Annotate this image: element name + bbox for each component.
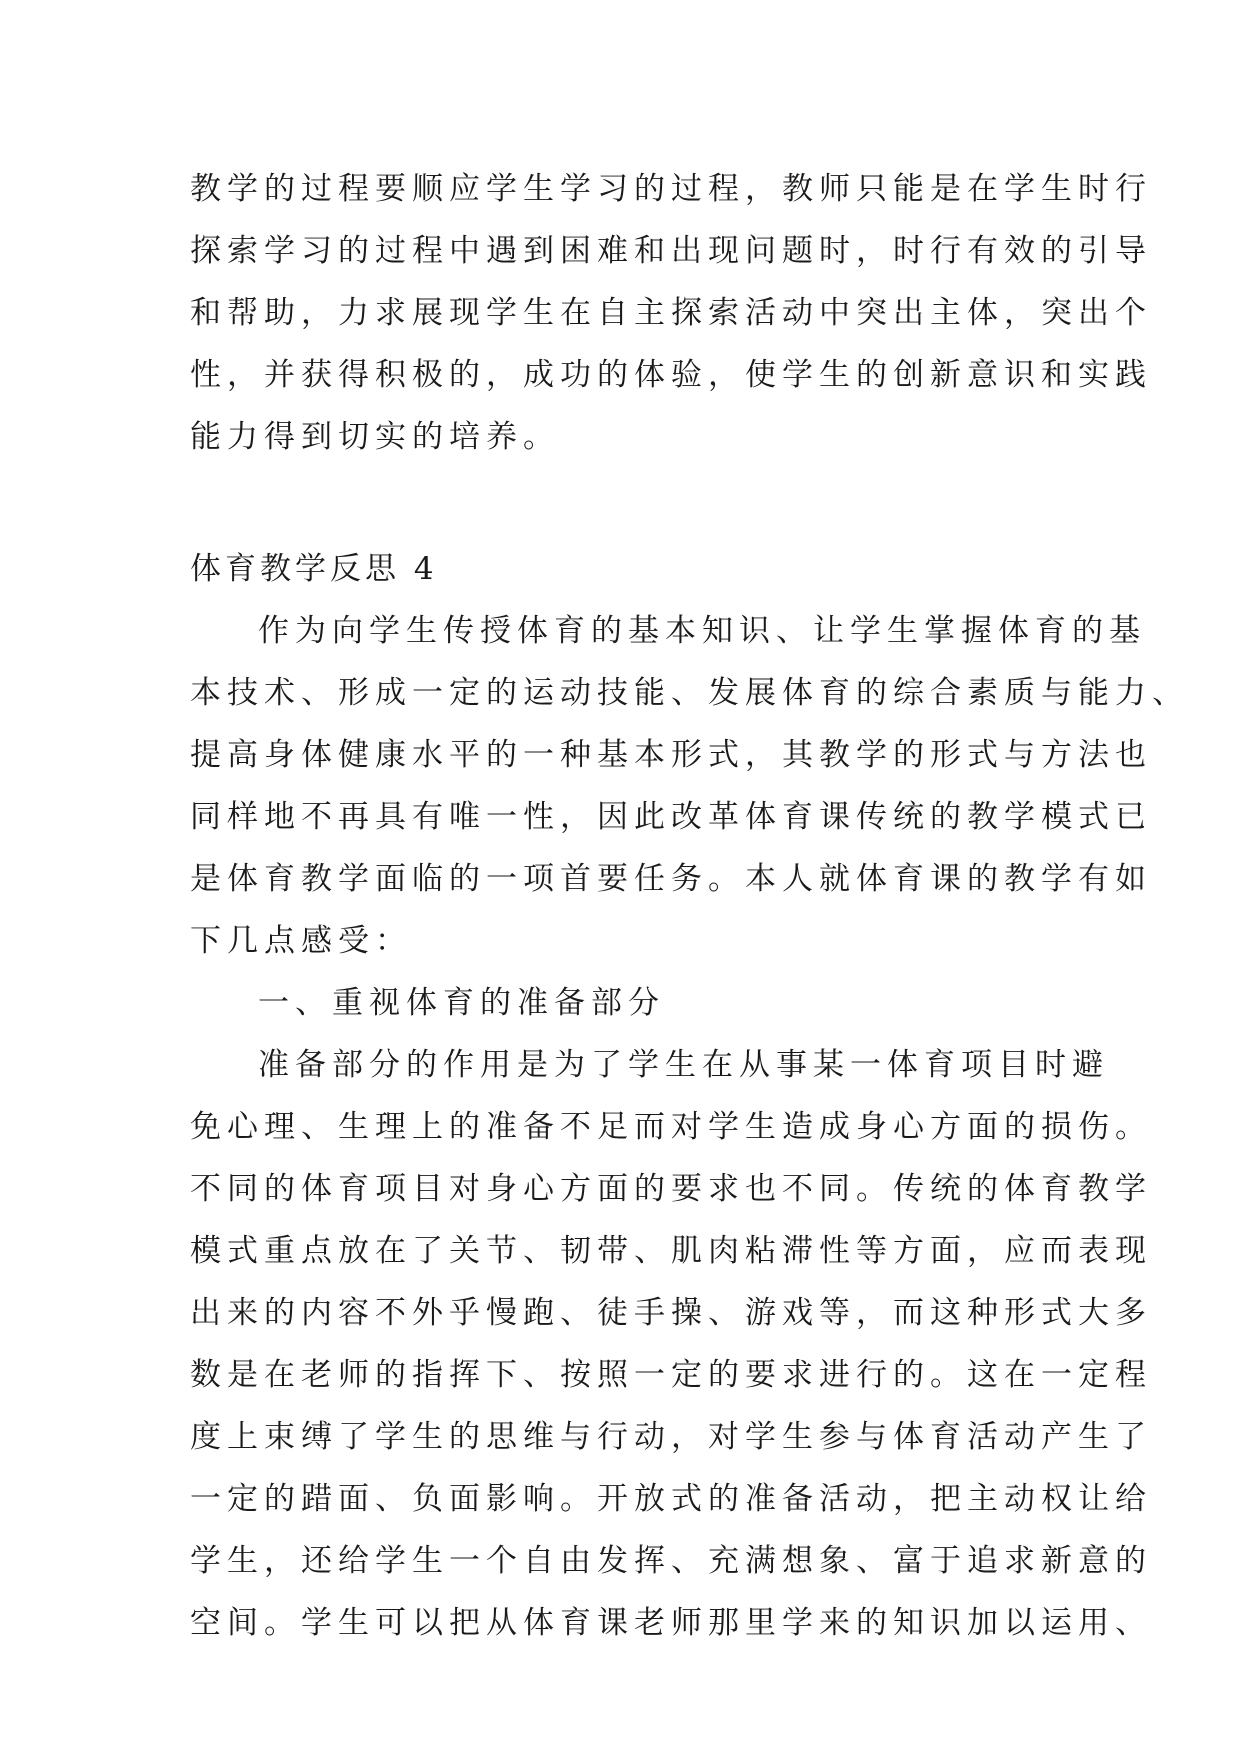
paragraph-spacer — [190, 468, 1070, 538]
text-line: 模式重点放在了关节、韧带、肌肉粘滞性等方面，应而表现 — [190, 1233, 1152, 1269]
text-line: 数是在老师的指挥下、按照一定的要求进行的。这在一定程 — [190, 1357, 1152, 1393]
text-line: 能力得到切实的培养。 — [190, 419, 560, 455]
text-line: 免心理、生理上的准备不足而对学生造成身心方面的损伤。 — [190, 1109, 1152, 1145]
continued-paragraph — [190, 158, 1152, 468]
text-line: 是体育教学面临的一项首要任务。本人就体育课的教学有如 — [190, 861, 1152, 897]
text-line: 一定的踖面、负面影响。开放式的准备活动，把主动权让给 — [190, 1481, 1152, 1517]
text-line: 准备部分的作用是为了学生在从事某一体育项目时避 — [258, 1047, 1109, 1083]
point-one-heading: 一、重视体育的准备部分 — [258, 985, 665, 1021]
text-line: 度上束缚了学生的思维与行动，对学生参与体育活动产生了 — [190, 1419, 1152, 1455]
point-one-paragraph — [190, 1034, 1152, 1654]
text-line: 提高身体健康水平的一种基本形式，其教学的形式与方法也 — [190, 737, 1152, 773]
text-line: 探索学习的过程中遇到困难和出现问题时，时行有效的引导 — [190, 233, 1152, 269]
document-body — [190, 158, 1189, 1654]
text-line: 出来的内容不外乎慢跑、徒手操、游戏等，而这种形式大多 — [190, 1295, 1152, 1331]
text-line: 同样地不再具有唯一性，因此改革体育课传统的教学模式已 — [190, 799, 1152, 835]
text-line: 学生，还给学生一个自由发挥、充满想象、富于追求新意的 — [190, 1543, 1152, 1579]
intro-paragraph — [190, 600, 1189, 972]
section-title: 体育教学反思 4 — [190, 551, 438, 587]
text-line: 和帮助，力求展现学生在自主探索活动中突出主体，突出个 — [190, 295, 1152, 331]
text-line: 本技术、形成一定的运动技能、发展体育的综合素质与能力、 — [190, 675, 1189, 711]
text-line: 不同的体育项目对身心方面的要求也不同。传统的体育教学 — [190, 1171, 1152, 1207]
text-line: 空间。学生可以把从体育课老师那里学来的知识加以运用、 — [190, 1605, 1152, 1641]
text-line: 作为向学生传授体育的基本知识、让学生掌握体育的基 — [258, 613, 1146, 649]
text-line: 下几点感受： — [190, 923, 412, 959]
text-line: 性，并获得积极的，成功的体验，使学生的创新意识和实践 — [190, 357, 1152, 393]
text-line: 教学的过程要顺应学生学习的过程，教师只能是在学生时行 — [190, 171, 1152, 207]
